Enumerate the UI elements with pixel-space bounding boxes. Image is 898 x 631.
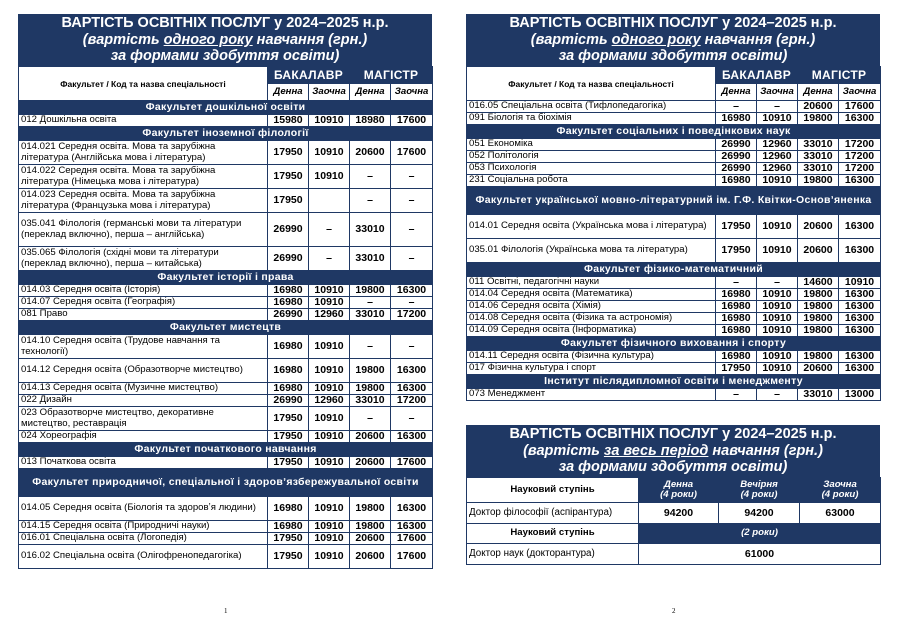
bachelor-extramural-value: 12960 xyxy=(757,163,798,175)
bachelor-extramural-value: 10910 xyxy=(309,115,350,127)
column-header-extramural: Заочна xyxy=(757,84,798,101)
master-day-value: 19800 xyxy=(350,497,391,521)
bachelor-day-value: 17950 xyxy=(268,533,309,545)
master-extramural-value: 13000 xyxy=(839,389,881,401)
bachelor-extramural-value: 10910 xyxy=(309,407,350,431)
faculty-header xyxy=(19,271,433,285)
page-1-price-table xyxy=(18,66,433,569)
specialty-name: 014.12 Середня освіта (Образотворче мистецтво) xyxy=(19,359,268,383)
master-extramural-value: 16300 xyxy=(391,431,433,443)
column-header-extramural: Заочна xyxy=(839,84,881,101)
faculty-header xyxy=(467,337,881,351)
specialty-name: 014.13 Середня освіта (Музичне мистецтво) xyxy=(19,383,268,395)
master-extramural-value: 17200 xyxy=(839,163,881,175)
bachelor-extramural-value: 10910 xyxy=(309,431,350,443)
table-row xyxy=(19,189,433,213)
specialty-name: 014.022 Середня освіта. Мова та зарубіжна література (Німецька мова і література) xyxy=(19,165,268,189)
master-extramural-value: 16300 xyxy=(839,239,881,263)
bachelor-extramural-value: 10910 xyxy=(757,301,798,313)
degree-label-2: Науковий ступінь xyxy=(467,524,639,544)
master-extramural-value: 16300 xyxy=(391,285,433,297)
doctoral-section xyxy=(466,425,880,565)
faculty-title: Факультет української мовно-літературний ім. Г.Ф. Квітки-Основʼяненка xyxy=(467,187,881,215)
master-day-value: 33010 xyxy=(798,139,839,151)
master-day-value: – xyxy=(350,165,391,189)
table-row xyxy=(19,285,433,297)
bachelor-day-value: 16980 xyxy=(268,383,309,395)
bachelor-extramural-value: – xyxy=(757,277,798,289)
master-day-value: 19800 xyxy=(798,175,839,187)
bachelor-extramural-value: 10910 xyxy=(309,497,350,521)
doctoral-subtitle: (вартість за весь період навчання (грн.) xyxy=(523,443,823,459)
bachelor-day-value: 16980 xyxy=(716,175,757,187)
table-row xyxy=(19,115,433,127)
specialty-name: 035.01 Філологія (Українська мова та література) xyxy=(467,239,716,263)
master-extramural-value: 16300 xyxy=(391,521,433,533)
table-row xyxy=(467,139,881,151)
master-extramural-value: 16300 xyxy=(839,313,881,325)
bachelor-extramural-value: 12960 xyxy=(309,395,350,407)
bachelor-day-value: 15980 xyxy=(268,115,309,127)
bachelor-extramural-value: 10910 xyxy=(309,141,350,165)
table-row xyxy=(19,431,433,443)
table-row xyxy=(19,521,433,533)
table-row xyxy=(467,313,881,325)
table-row xyxy=(467,175,881,187)
bachelor-day-value: 16980 xyxy=(716,313,757,325)
bachelor-day-value: 16980 xyxy=(268,359,309,383)
master-day-value: 33010 xyxy=(350,247,391,271)
master-day-value: – xyxy=(350,335,391,359)
doc-label: Доктор наук (докторантура) xyxy=(467,544,639,565)
master-extramural-value: 17200 xyxy=(391,395,433,407)
faculty-title: Факультет соціальних і поведінкових наук xyxy=(467,125,881,139)
master-extramural-value: 16300 xyxy=(391,359,433,383)
specialty-name: 016.02 Спеціальна освіта (Олігофренопедагогіка) xyxy=(19,545,268,569)
faculty-header xyxy=(19,321,433,335)
column-header-day: Денна xyxy=(350,84,391,101)
master-extramural-value: 17200 xyxy=(391,309,433,321)
bachelor-day-value: 16980 xyxy=(268,497,309,521)
specialty-name: 014.021 Середня освіта. Мова та зарубіжна література (Англійська мова і література) xyxy=(19,141,268,165)
master-extramural-value: – xyxy=(391,407,433,431)
bachelor-day-value: 17950 xyxy=(716,215,757,239)
bachelor-day-value: 26990 xyxy=(268,247,309,271)
table-row xyxy=(19,545,433,569)
column-header-day: Денна xyxy=(798,84,839,101)
degree-label: Науковий ступінь xyxy=(467,478,639,503)
bachelor-extramural-value: 10910 xyxy=(309,285,350,297)
specialty-name: 091 Біологія та біохімія xyxy=(467,113,716,125)
page-1-header xyxy=(18,14,432,66)
master-extramural-value: 17600 xyxy=(391,115,433,127)
bachelor-extramural-value: 10910 xyxy=(309,335,350,359)
master-extramural-value: 17600 xyxy=(391,533,433,545)
specialty-name: 013 Початкова освіта xyxy=(19,457,268,469)
bachelor-extramural-value: 10910 xyxy=(309,383,350,395)
bachelor-day-value: 26990 xyxy=(268,309,309,321)
specialty-name: 014.01 Середня освіта (Українська мова і література) xyxy=(467,215,716,239)
faculty-header xyxy=(19,443,433,457)
master-day-value: 19800 xyxy=(350,521,391,533)
faculty-header xyxy=(467,375,881,389)
master-extramural-value: – xyxy=(391,297,433,309)
specialty-name: 081 Право xyxy=(19,309,268,321)
master-day-value: 33010 xyxy=(350,309,391,321)
bachelor-day-value: 17950 xyxy=(268,189,309,213)
bachelor-extramural-value: – xyxy=(757,389,798,401)
bachelor-extramural-value: 10910 xyxy=(309,533,350,545)
table-row xyxy=(19,359,433,383)
bachelor-extramural-value: 10910 xyxy=(309,457,350,469)
master-extramural-value: 10910 xyxy=(839,277,881,289)
doc-years-header: (2 роки) xyxy=(639,524,881,544)
doctoral-title: ВАРТІСТЬ ОСВІТНІХ ПОСЛУГ у 2024–2025 н.р. xyxy=(509,426,837,442)
specialty-name: 014.04 Середня освіта (Математика) xyxy=(467,289,716,301)
bachelor-day-value: 16980 xyxy=(268,335,309,359)
table-row xyxy=(19,533,433,545)
bachelor-day-value: 17950 xyxy=(268,407,309,431)
page-2-subtitle: (вартість одного року навчання (грн.) xyxy=(530,32,816,48)
bachelor-day-value: 17950 xyxy=(716,239,757,263)
master-day-value: 33010 xyxy=(350,213,391,247)
phd-extramural-value: 63000 xyxy=(800,503,881,524)
master-extramural-value: 16300 xyxy=(839,289,881,301)
table-row xyxy=(467,363,881,375)
bachelor-extramural-value: 10910 xyxy=(757,363,798,375)
master-day-value: 20600 xyxy=(350,533,391,545)
bachelor-extramural-value: 10910 xyxy=(757,239,798,263)
bachelor-extramural-value: 10910 xyxy=(309,297,350,309)
doc-value: 61000 xyxy=(639,544,881,565)
master-day-value: 33010 xyxy=(798,163,839,175)
faculty-header xyxy=(467,125,881,139)
bachelor-extramural-value: 10910 xyxy=(309,165,350,189)
column-header-day: Денна xyxy=(716,84,757,101)
faculty-title: Факультет іноземної філології xyxy=(19,127,433,141)
master-day-value: – xyxy=(350,407,391,431)
master-day-value: 19800 xyxy=(798,325,839,337)
bachelor-extramural-value: 12960 xyxy=(309,309,350,321)
bachelor-extramural-value: 12960 xyxy=(757,139,798,151)
faculty-title: Факультет фізичного виховання і спорту xyxy=(467,337,881,351)
specialty-name: 014.09 Середня освіта (Інформатика) xyxy=(467,325,716,337)
master-extramural-value: 17600 xyxy=(391,141,433,165)
specialty-name: 052 Політологія xyxy=(467,151,716,163)
master-extramural-value: 16300 xyxy=(839,325,881,337)
master-day-value: 19800 xyxy=(798,351,839,363)
master-extramural-value: – xyxy=(391,165,433,189)
master-extramural-value: 17200 xyxy=(839,139,881,151)
master-day-value: 20600 xyxy=(350,545,391,569)
table-row xyxy=(467,389,881,401)
bachelor-day-value: 16980 xyxy=(268,297,309,309)
bachelor-extramural-value: 10910 xyxy=(757,175,798,187)
table-row xyxy=(467,351,881,363)
specialty-name: 017 Фізична культура і спорт xyxy=(467,363,716,375)
bachelor-day-value: 26990 xyxy=(716,163,757,175)
bachelor-day-value: – xyxy=(716,277,757,289)
specialty-name: 014.07 Середня освіта (Географія) xyxy=(19,297,268,309)
faculty-title: Факультет дошкільної освіти xyxy=(19,101,433,115)
bachelor-day-value: 17950 xyxy=(268,431,309,443)
specialty-name: 073 Менеджмент xyxy=(467,389,716,401)
table-row xyxy=(19,497,433,521)
faculty-title: Інститут післядипломної освіти і менеджменту xyxy=(467,375,881,389)
faculty-header xyxy=(19,127,433,141)
table-row xyxy=(467,239,881,263)
specialty-name: 023 Образотворче мистецтво, декоративне мистецтво, реставрація xyxy=(19,407,268,431)
table-row xyxy=(467,101,881,113)
column-header-bachelor: БАКАЛАВР xyxy=(716,67,798,84)
master-day-value: 20600 xyxy=(798,215,839,239)
faculty-header xyxy=(467,263,881,277)
master-extramural-value: – xyxy=(391,213,433,247)
page-1-title: ВАРТІСТЬ ОСВІТНІХ ПОСЛУГ у 2024–2025 н.р. xyxy=(61,15,389,31)
specialty-name: 231 Соціальна робота xyxy=(467,175,716,187)
column-header-extramural: Заочна xyxy=(309,84,350,101)
table-row xyxy=(19,165,433,189)
master-extramural-value: 16300 xyxy=(839,113,881,125)
specialty-name: 012 Дошкільна освіта xyxy=(19,115,268,127)
bachelor-extramural-value: – xyxy=(757,101,798,113)
faculty-title: Факультет історії і права xyxy=(19,271,433,285)
bachelor-extramural-value: 10910 xyxy=(309,545,350,569)
page-number-1: 1 xyxy=(224,607,228,615)
faculty-title: Факультет мистецтв xyxy=(19,321,433,335)
bachelor-day-value: 17950 xyxy=(268,165,309,189)
specialty-name: 035.041 Філологія (германські мови та літератури (переклад включно), перша – англійська) xyxy=(19,213,268,247)
table-row xyxy=(467,301,881,313)
bachelor-day-value: 16980 xyxy=(268,521,309,533)
specialty-name: 014.15 Середня освіта (Природничі науки) xyxy=(19,521,268,533)
col-evening-header: Вечірня (4 роки) xyxy=(719,478,800,503)
bachelor-extramural-value: – xyxy=(309,213,350,247)
faculty-header xyxy=(467,187,881,215)
master-day-value: 19800 xyxy=(798,113,839,125)
specialty-name: 014.05 Середня освіта (Біологія та здоровʼя людини) xyxy=(19,497,268,521)
bachelor-day-value: – xyxy=(716,389,757,401)
table-row xyxy=(467,113,881,125)
table-row xyxy=(19,141,433,165)
page-2 xyxy=(466,14,880,565)
doctoral-price-table xyxy=(466,477,881,565)
table-row xyxy=(19,407,433,431)
specialty-name: 053 Психологія xyxy=(467,163,716,175)
bachelor-extramural-value: 10910 xyxy=(757,113,798,125)
bachelor-day-value: 17950 xyxy=(268,141,309,165)
specialty-name: 014.11 Середня освіта (Фізична культура) xyxy=(467,351,716,363)
master-day-value: 19800 xyxy=(798,289,839,301)
master-extramural-value: 16300 xyxy=(839,363,881,375)
faculty-title: Факультет фізико-математичний xyxy=(467,263,881,277)
page-2-table-body xyxy=(467,101,881,401)
column-header-extramural: Заочна xyxy=(391,84,433,101)
bachelor-day-value: 26990 xyxy=(716,139,757,151)
master-day-value: – xyxy=(350,297,391,309)
specialty-name: 051 Економіка xyxy=(467,139,716,151)
master-day-value: 20600 xyxy=(350,431,391,443)
page-1-table-body xyxy=(19,101,433,569)
faculty-header xyxy=(19,469,433,497)
table-row xyxy=(467,277,881,289)
bachelor-day-value: 16980 xyxy=(716,289,757,301)
master-day-value: 20600 xyxy=(350,457,391,469)
bachelor-extramural-value: 10910 xyxy=(757,289,798,301)
specialty-name: 022 Дизайн xyxy=(19,395,268,407)
bachelor-extramural-value: 12960 xyxy=(757,151,798,163)
master-day-value: 19800 xyxy=(350,383,391,395)
faculty-title: Факультет природничої, спеціальної і здоровʼязбережувальної освіти xyxy=(19,469,433,497)
master-day-value: 33010 xyxy=(798,389,839,401)
bachelor-extramural-value: 10910 xyxy=(757,351,798,363)
table-row xyxy=(467,289,881,301)
master-extramural-value: 16300 xyxy=(839,301,881,313)
master-extramural-value: 17600 xyxy=(391,545,433,569)
master-extramural-value: 17600 xyxy=(839,101,881,113)
master-day-value: 19800 xyxy=(798,301,839,313)
bachelor-extramural-value: 10910 xyxy=(757,325,798,337)
faculty-header xyxy=(19,101,433,115)
phd-day-value: 94200 xyxy=(639,503,719,524)
table-row xyxy=(467,325,881,337)
master-extramural-value: 16300 xyxy=(391,497,433,521)
bachelor-day-value: 16980 xyxy=(716,301,757,313)
bachelor-day-value: – xyxy=(716,101,757,113)
specialty-name: 014.03 Середня освіта (Історія) xyxy=(19,285,268,297)
page-number-2: 2 xyxy=(672,607,676,615)
bachelor-day-value: 26990 xyxy=(268,213,309,247)
master-day-value: 19800 xyxy=(350,285,391,297)
col-day-header: Денна (4 роки) xyxy=(639,478,719,503)
specialty-name: 014.10 Середня освіта (Трудове навчання та технології) xyxy=(19,335,268,359)
bachelor-extramural-value xyxy=(309,189,350,213)
table-row xyxy=(19,247,433,271)
bachelor-day-value: 16980 xyxy=(716,325,757,337)
page-1 xyxy=(18,14,432,569)
master-day-value: 19800 xyxy=(798,313,839,325)
bachelor-extramural-value: 10910 xyxy=(309,521,350,533)
specialty-name: 014.06 Середня освіта (Хімія) xyxy=(467,301,716,313)
column-header-name: Факультет / Код та назва спеціальності xyxy=(467,67,716,101)
col-extramural-header: Заочна (4 роки) xyxy=(800,478,881,503)
master-extramural-value: 17200 xyxy=(839,151,881,163)
specialty-name: 014.023 Середня освіта. Мова та зарубіжна література (Французька мова і література) xyxy=(19,189,268,213)
column-header-master: МАГІСТР xyxy=(350,67,433,84)
master-extramural-value: 16300 xyxy=(839,175,881,187)
master-extramural-value: – xyxy=(391,247,433,271)
table-row xyxy=(19,457,433,469)
page-2-price-table xyxy=(466,66,881,401)
table-row xyxy=(467,163,881,175)
specialty-name: 014.08 Середня освіта (Фізика та астрономія) xyxy=(467,313,716,325)
bachelor-day-value: 26990 xyxy=(268,395,309,407)
table-row xyxy=(19,213,433,247)
specialty-name: 016.05 Спеціальна освіта (Тифлопедагогіка) xyxy=(467,101,716,113)
column-header-master: МАГІСТР xyxy=(798,67,881,84)
master-day-value: 18980 xyxy=(350,115,391,127)
specialty-name: 016.01 Спеціальна освіта (Логопедія) xyxy=(19,533,268,545)
bachelor-day-value: 17950 xyxy=(716,363,757,375)
specialty-name: 011 Освітні, педагогічні науки xyxy=(467,277,716,289)
table-row xyxy=(19,309,433,321)
master-day-value: 20600 xyxy=(350,141,391,165)
master-day-value: – xyxy=(350,189,391,213)
doctoral-subtitle-2: за формами здобуття освіти) xyxy=(558,459,788,475)
table-row xyxy=(19,335,433,359)
master-day-value: 20600 xyxy=(798,101,839,113)
master-day-value: 14600 xyxy=(798,277,839,289)
bachelor-extramural-value: 10910 xyxy=(757,313,798,325)
master-extramural-value: – xyxy=(391,189,433,213)
table-row xyxy=(19,297,433,309)
table-row xyxy=(19,383,433,395)
bachelor-extramural-value: – xyxy=(309,247,350,271)
master-day-value: 20600 xyxy=(798,239,839,263)
column-header-name: Факультет / Код та назва спеціальності xyxy=(19,67,268,101)
master-extramural-value: 17600 xyxy=(391,457,433,469)
bachelor-day-value: 16980 xyxy=(716,351,757,363)
specialty-name: 035.065 Філологія (східні мови та літератури (переклад включно), перша – китайська) xyxy=(19,247,268,271)
master-day-value: 33010 xyxy=(350,395,391,407)
faculty-title: Факультет початкового навчання xyxy=(19,443,433,457)
page-1-subtitle-2: за формами здобуття освіти) xyxy=(110,48,340,64)
bachelor-day-value: 17950 xyxy=(268,545,309,569)
bachelor-day-value: 16980 xyxy=(716,113,757,125)
bachelor-extramural-value: 10910 xyxy=(757,215,798,239)
master-extramural-value: 16300 xyxy=(839,351,881,363)
page-1-subtitle: (вартість одного року навчання (грн.) xyxy=(82,32,368,48)
master-extramural-value: 16300 xyxy=(839,215,881,239)
page-2-title: ВАРТІСТЬ ОСВІТНІХ ПОСЛУГ у 2024–2025 н.р. xyxy=(509,15,837,31)
master-day-value: 33010 xyxy=(798,151,839,163)
column-header-bachelor: БАКАЛАВР xyxy=(268,67,350,84)
column-header-day: Денна xyxy=(268,84,309,101)
page-2-subtitle-2: за формами здобуття освіти) xyxy=(558,48,788,64)
bachelor-day-value: 26990 xyxy=(716,151,757,163)
table-row xyxy=(467,151,881,163)
table-row xyxy=(467,215,881,239)
master-extramural-value: 16300 xyxy=(391,383,433,395)
bachelor-day-value: 16980 xyxy=(268,285,309,297)
specialty-name: 024 Хореографія xyxy=(19,431,268,443)
table-row xyxy=(19,395,433,407)
doctoral-header xyxy=(466,425,880,477)
bachelor-extramural-value: 10910 xyxy=(309,359,350,383)
phd-label: Доктор філософії (аспірантура) xyxy=(467,503,639,524)
bachelor-day-value: 17950 xyxy=(268,457,309,469)
page-2-header xyxy=(466,14,880,66)
master-extramural-value: – xyxy=(391,335,433,359)
master-day-value: 20600 xyxy=(798,363,839,375)
phd-evening-value: 94200 xyxy=(719,503,800,524)
master-day-value: 19800 xyxy=(350,359,391,383)
